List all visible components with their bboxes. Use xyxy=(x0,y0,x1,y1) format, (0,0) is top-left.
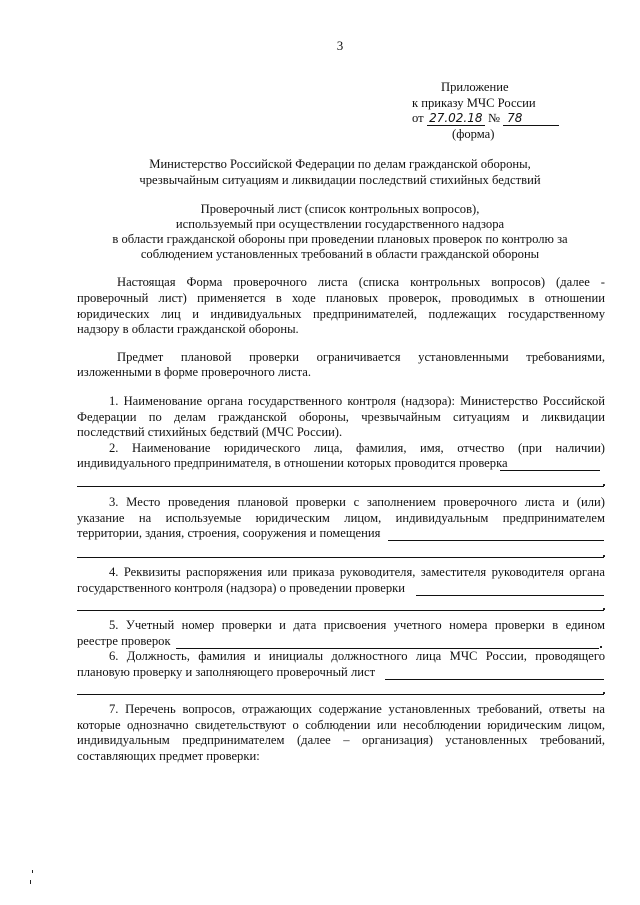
item-4-line-2: государственного контроля (надзора) о проведении проверки xyxy=(77,581,406,595)
item-7-line-4: составляющих предмет проверки: xyxy=(77,749,260,763)
item-2-blank-line[interactable] xyxy=(77,486,604,487)
appendix-from: от xyxy=(412,111,424,125)
appendix-order: к приказу МЧС России xyxy=(412,96,536,110)
item-7-line-3: индивидуальным предпринимателем (далее – организация) установленных требований, xyxy=(77,733,605,747)
item-5-end-dot xyxy=(600,646,602,648)
appendix-date: 27.02.18 xyxy=(427,111,485,126)
item-4-line-1: 4. Реквизиты распоряжения или приказа руководителя, заместителя руководителя органа xyxy=(109,565,605,579)
item-1-line-1: 1. Наименование органа государственного контроля (надзора): Министерство Российской xyxy=(109,394,605,408)
page-number: 3 xyxy=(336,38,344,53)
item-2-line-2: индивидуального предпринимателя, в отношении которых проводится проверка xyxy=(77,456,508,470)
title-line-1: Проверочный лист (список контрольных вопросов), xyxy=(200,202,480,216)
item-6-line-2: плановую проверку и заполняющего проверочный лист xyxy=(77,665,376,679)
item-1-line-2: Федерации по делам гражданской обороны, чрезвычайным ситуациям и ликвидации xyxy=(77,410,605,424)
scan-speck xyxy=(32,870,33,873)
item-4-blank-line[interactable] xyxy=(77,610,604,611)
item-3-blank-line[interactable] xyxy=(77,557,604,558)
title-line-4: соблюдением установленных требований в области гражданской обороны xyxy=(140,247,540,261)
intro-line-4: надзору в области гражданской обороны. xyxy=(77,322,299,336)
appendix-number: 78 xyxy=(503,111,559,126)
appendix-number-label: № xyxy=(487,111,500,125)
intro-line-2: проверочный лист) применяется в ходе плановых проверок, проводимых в отношении xyxy=(77,291,605,305)
item-5-line-2: реестре проверок xyxy=(77,634,171,648)
item-6-end-dot xyxy=(603,692,605,694)
item-5-line-1: 5. Учетный номер проверки и дата присвоения учетного номера проверки в едином xyxy=(109,618,605,632)
item-4-fill-line[interactable] xyxy=(416,595,604,596)
item-7-line-1: 7. Перечень вопросов, отражающих содержание установленных требований, ответы на xyxy=(109,702,605,716)
item-6-blank-line[interactable] xyxy=(77,694,604,695)
appendix-title: Приложение xyxy=(441,80,509,94)
item-3-line-3: территории, здания, строения, сооружения и помещения xyxy=(77,526,381,540)
intro-line-3: юридических лиц и индивидуальных предпринимателей, подлежащих государственному xyxy=(77,307,605,321)
ministry-line-1: Министерство Российской Федерации по делам гражданской обороны, xyxy=(149,157,531,171)
title-line-3: в области гражданской обороны при проведении плановых проверок по контролю за xyxy=(112,232,568,246)
title-line-2: используемый при осуществлении государственного надзора xyxy=(175,217,505,231)
item-6-fill-line[interactable] xyxy=(385,679,604,680)
appendix-form: (форма) xyxy=(452,127,495,141)
item-2-end-dot xyxy=(603,484,605,486)
item-3-line-2: указание на используемые юридическим лицом, индивидуальным предпринимателем xyxy=(77,511,605,525)
scan-speck xyxy=(30,880,31,884)
item-6-line-1: 6. Должность, фамилия и инициалы должностного лица МЧС России, проводящего xyxy=(109,649,605,663)
subject-line-2: изложенными в форме проверочного листа. xyxy=(77,365,312,379)
item-4-end-dot xyxy=(603,608,605,610)
item-3-end-dot xyxy=(603,555,605,557)
item-3-line-1: 3. Место проведения плановой проверки с заполнением проверочного листа и (или) xyxy=(109,495,605,509)
item-1-line-3: последствий стихийных бедствий (МЧС России). xyxy=(77,425,343,439)
subject-line-1: Предмет плановой проверки ограничивается установленными требованиями, xyxy=(117,350,605,364)
item-2-fill-line[interactable] xyxy=(500,470,600,471)
item-3-fill-line[interactable] xyxy=(388,540,604,541)
ministry-line-2: чрезвычайным ситуациям и ликвидации последствий стихийных бедствий xyxy=(139,173,541,187)
intro-line-1: Настоящая Форма проверочного листа (списка контрольных вопросов) (далее - xyxy=(117,275,605,289)
item-7-line-2: которые однозначно свидетельствуют о соблюдении или несоблюдении юридическим лицом, xyxy=(77,718,605,732)
item-2-line-1: 2. Наименование юридического лица, фамилия, имя, отчество (при наличии) xyxy=(109,441,605,455)
appendix-date-line xyxy=(412,111,559,126)
